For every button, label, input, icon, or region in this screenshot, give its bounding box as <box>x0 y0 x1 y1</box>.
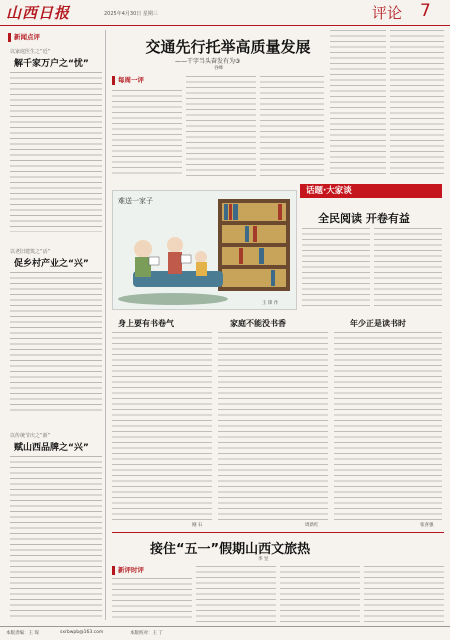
forum-column-author: 刚 石 <box>192 523 203 528</box>
bottom-body-col <box>364 566 444 622</box>
footer <box>0 626 450 640</box>
left-column-label: 新闻点评 <box>8 33 40 42</box>
left-item-kicker: 以老旧建筑之“活” <box>10 249 51 255</box>
main-body-col <box>186 76 256 178</box>
left-item-body <box>10 272 102 412</box>
forum-column-title: 家庭不能没书香 <box>230 319 286 328</box>
section-name: 评论 <box>372 4 403 22</box>
main-headline: 交通先行托举高质量发展 <box>145 38 311 56</box>
left-item-title: 赋山西品牌之“兴” <box>14 443 89 453</box>
weekly-label: 每周一评 <box>112 76 144 85</box>
left-item-kicker: 以家庭医生之“近” <box>10 49 51 55</box>
forum-intro-col <box>374 228 442 310</box>
forum-column-author: 张喜强 <box>420 523 434 528</box>
forum-column-title: 年少正是读书时 <box>350 319 406 328</box>
forum-column-title: 身上要有书卷气 <box>118 319 174 328</box>
left-item-body <box>10 456 102 621</box>
forum-intro-col <box>302 228 370 310</box>
bottom-body-col <box>280 566 360 622</box>
bottom-byline: 李 昱 <box>258 557 269 562</box>
topic-label: 话题·大家谈 <box>306 186 352 196</box>
bottom-headline: 接住“五一”假期山西文旅热 <box>150 542 311 557</box>
forum-column-body <box>334 332 442 522</box>
footer-editor: 本版责编：王 琛 <box>6 631 39 636</box>
cartoon-credit: 王 锋 作 <box>262 301 279 306</box>
main-byline: 谷峰 <box>214 66 223 71</box>
topic-banner <box>300 184 442 198</box>
page-number: 7 <box>420 1 431 21</box>
main-body-col <box>260 76 324 178</box>
section-divider <box>112 532 444 533</box>
forum-column-body <box>218 332 328 522</box>
left-item-title: 解千家万户之“忧” <box>14 59 89 69</box>
left-item-kicker: 以传统节庆之“新” <box>10 433 51 439</box>
footer-proof: 本版校对：王 丁 <box>130 631 163 636</box>
main-subtitle: ——干字当头奋发有为③ <box>175 58 241 65</box>
footer-email[interactable]: sxrbwpb@163.com <box>60 630 104 635</box>
left-item-title: 促乡村产业之“兴” <box>14 259 89 269</box>
cartoon-illustration <box>113 191 297 310</box>
left-item-body <box>10 72 102 232</box>
bottom-body-col <box>112 578 192 622</box>
forum-column-author: 周新红 <box>305 523 319 528</box>
main-body-col <box>112 90 182 178</box>
main-body-col <box>330 30 386 178</box>
bottom-body-col <box>196 566 276 622</box>
editorial-cartoon <box>112 190 297 310</box>
dateline: 2025年4月30日 星期三 <box>104 11 158 17</box>
main-body-col <box>390 30 444 178</box>
forum-title: 全民阅读 开卷有益 <box>318 212 410 225</box>
bottom-section-label: 新评时评 <box>112 566 144 575</box>
newspaper-logo: 山西日报 <box>6 4 71 22</box>
cartoon-caption: 难送一家子 <box>118 197 153 205</box>
forum-column-body <box>112 332 212 522</box>
